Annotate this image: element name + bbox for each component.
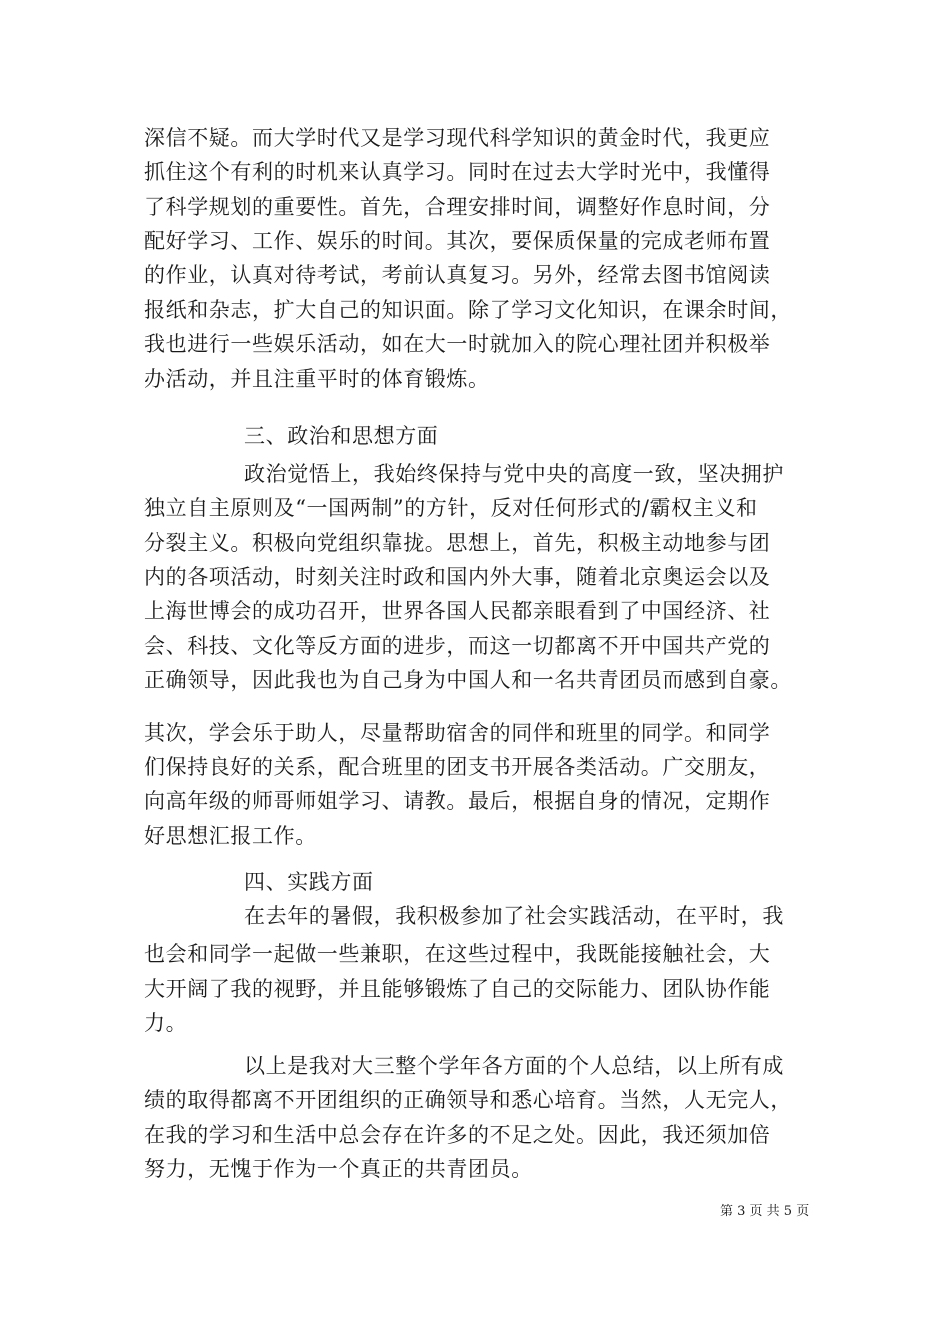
text-line: 了科学规划的重要性。首先，合理安排时间，调整好作息时间，分 — [144, 195, 771, 219]
text-line: 的作业，认真对待考试，考前认真复习。另外，经常去图书馆阅读 — [144, 263, 771, 287]
text-line: 分裂主义。积极向党组织靠拢。思想上，首先，积极主动地参与团 — [144, 531, 771, 555]
section-heading-politics: 三、政治和思想方面 — [244, 424, 439, 448]
text-line: 政治觉悟上，我始终保持与党中央的高度一致，坚决拥护 — [244, 462, 784, 486]
text-line: 正确领导，因此我也为自己身为中国人和一名共青团员而感到自豪。 — [144, 668, 792, 692]
text-line: 会、科技、文化等反方面的进步，而这一切都离不开中国共产党的 — [144, 634, 771, 658]
text-line: 内的各项活动，时刻关注时政和国内外大事，随着北京奥运会以及 — [144, 565, 771, 589]
text-line: 力。 — [144, 1011, 188, 1035]
text-line: 向高年级的师哥师姐学习、请教。最后，根据自身的情况，定期作 — [144, 789, 771, 813]
text-line: 好思想汇报工作。 — [144, 824, 317, 848]
text-line: 绩的取得都离不开团组织的正确领导和悉心培育。当然，人无完人， — [144, 1088, 792, 1112]
text-line: 大开阔了我的视野，并且能够锻炼了自己的交际能力、团队协作能 — [144, 977, 771, 1001]
text-line: 上海世博会的成功召开，世界各国人民都亲眼看到了中国经济、社 — [144, 599, 771, 623]
text-line: 独立自主原则及“一国两制”的方针，反对任何形式的/霸权主义和 — [144, 496, 758, 520]
text-line: 在去年的暑假，我积极参加了社会实践活动，在平时，我 — [244, 904, 784, 928]
text-line: 们保持良好的关系，配合班里的团支书开展各类活动。广交朋友， — [144, 755, 771, 779]
text-line: 抓住这个有利的时机来认真学习。同时在过去大学时光中，我懂得 — [144, 160, 771, 184]
text-line: 办活动，并且注重平时的体育锻炼。 — [144, 367, 490, 391]
text-line: 以上是我对大三整个学年各方面的个人总结，以上所有成 — [244, 1054, 784, 1078]
text-line: 深信不疑。而大学时代又是学习现代科学知识的黄金时代，我更应 — [144, 126, 771, 150]
text-line: 也会和同学一起做一些兼职，在这些过程中，我既能接触社会，大 — [144, 942, 771, 966]
page-number-footer: 第 3 页 共 5 页 — [720, 1204, 810, 1219]
text-line: 在我的学习和生活中总会存在许多的不足之处。因此，我还须加倍 — [144, 1123, 771, 1147]
text-line: 报纸和杂志，扩大自己的知识面。除了学习文化知识，在课余时间， — [144, 298, 792, 322]
section-heading-practice: 四、实践方面 — [244, 870, 374, 894]
text-line: 我也进行一些娱乐活动，如在大一时就加入的院心理社团并积极举 — [144, 332, 771, 356]
text-line: 努力，无愧于作为一个真正的共青团员。 — [144, 1157, 533, 1181]
text-line: 其次，学会乐于助人，尽量帮助宿舍的同伴和班里的同学。和同学 — [144, 721, 771, 745]
text-line: 配好学习、工作、娱乐的时间。其次，要保质保量的完成老师布置 — [144, 229, 771, 253]
